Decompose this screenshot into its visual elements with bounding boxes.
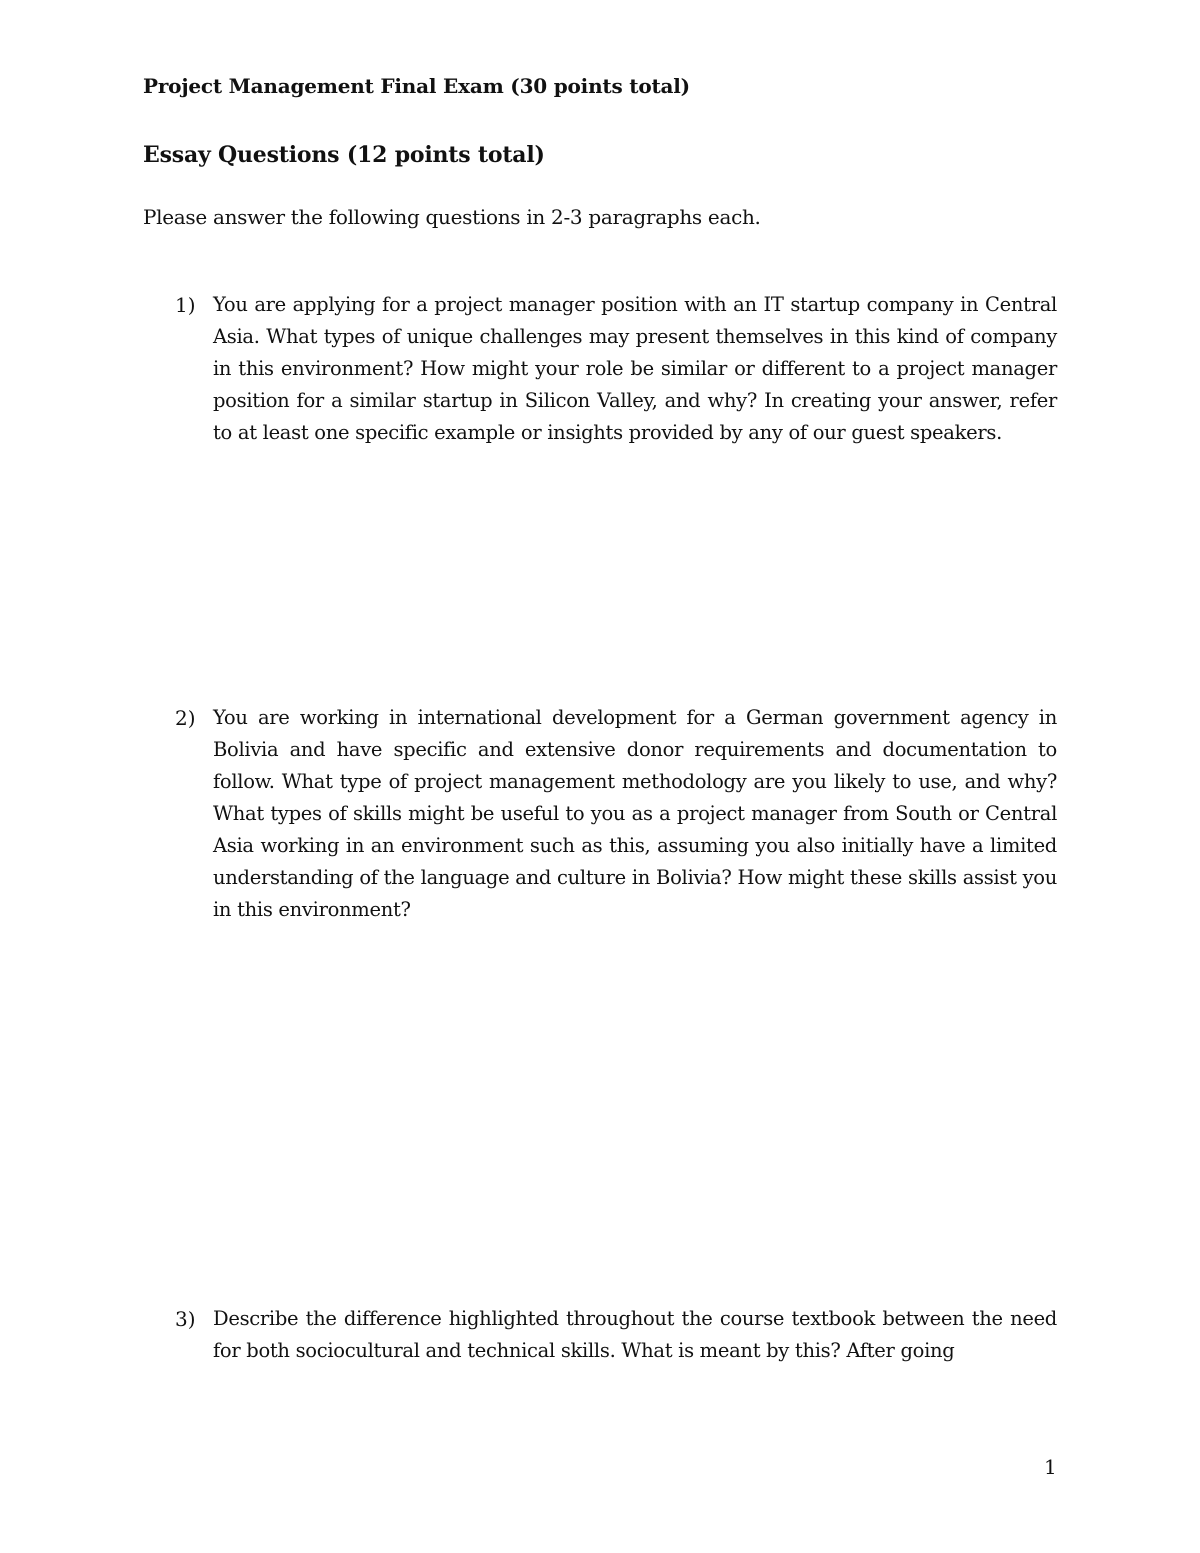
page-number: 1: [1044, 1455, 1057, 1479]
question-number: 3): [175, 1307, 196, 1331]
section-title: Essay Questions (12 points total): [143, 142, 545, 168]
question-number: 1): [175, 293, 196, 317]
question-number: 2): [175, 706, 196, 730]
question-text: Describe the difference highlighted throughout the course textbook between the need for both sociocultural and technical skills. What is meant by this? After going: [213, 1307, 1057, 1362]
question-text: You are applying for a project manager position with an IT startup company in Central Asia. What types of unique challenges may present themselves in this kind of company in this environment? How might your role be similar or different to a project manager position for a similar startup in Silicon Valley, and why? In creating your answer, refer to at least one specific example or insights provided by any of our guest speakers.: [213, 293, 1057, 444]
question-text: You are working in international development for a German government agency in Bolivia and have specific and extensive donor requirements and documentation to follow. What type of project management methodology are you likely to use, and why? What types of skills might be useful to you as a project manager from South or Central Asia working in an environment such as this, assuming you also initially have a limited understanding of the language and culture in Bolivia? How might these skills assist you in this environment?: [213, 706, 1057, 921]
exam-title: Project Management Final Exam (30 points total): [143, 74, 690, 98]
instructions-text: Please answer the following questions in 2-3 paragraphs each.: [143, 205, 761, 229]
